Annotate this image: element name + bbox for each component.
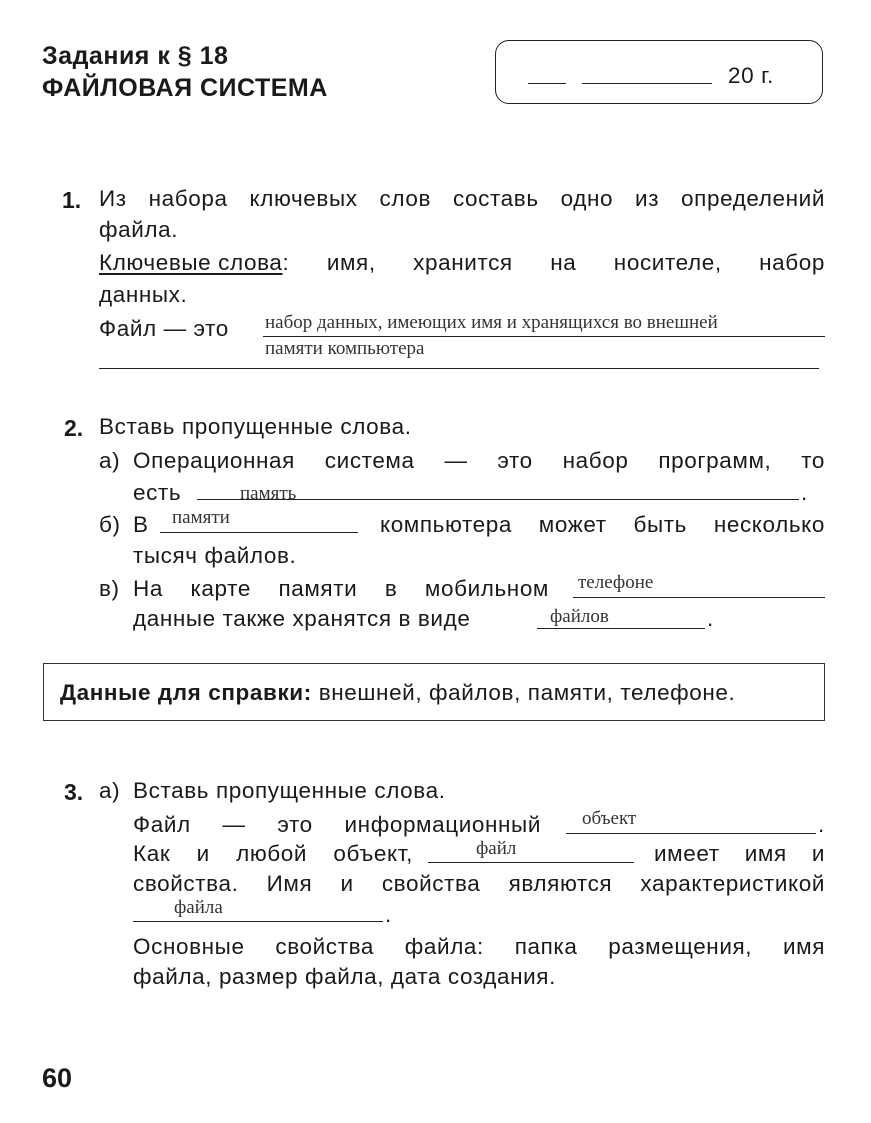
answer-3-3[interactable]: файла — [174, 897, 223, 918]
answer-3-3-underline — [133, 921, 383, 922]
answer-1-line-2[interactable]: памяти компьютера — [265, 338, 425, 359]
date-month-line[interactable] — [582, 83, 712, 84]
task-1-prompt: Из набора ключевых слов составь одно из определений — [99, 186, 825, 211]
task-3-line-4-end: . — [385, 902, 392, 927]
task-2b-label: б) — [99, 512, 121, 537]
chapter-title: ФАЙЛОВАЯ СИСТЕМА — [42, 74, 328, 102]
task-3-line-3: свойства. Имя и свойства являются характеристикой — [133, 871, 825, 896]
definition-start: Файл — это — [99, 316, 229, 341]
answer-1-line-1[interactable]: набор данных, имеющих имя и хранящихся во внешней — [265, 312, 718, 333]
task-2c-text-cont: данные также хранятся в виде — [133, 606, 471, 631]
task-2a-text-cont: есть — [133, 480, 182, 505]
answer-2a-underline — [197, 499, 799, 500]
task-3-number: 3. — [64, 779, 84, 805]
date-box — [495, 40, 823, 104]
keywords-text-cont: данных. — [99, 282, 188, 307]
answer-2c-2-underline — [537, 628, 705, 629]
task-3-line-2-end: имеет имя и — [654, 841, 825, 866]
task-3a-label: а) — [99, 778, 121, 803]
keywords-label: Ключевые слова — [99, 250, 283, 275]
task-2a-end: . — [801, 480, 808, 505]
keywords-text: : имя, хранится на носителе, набор — [282, 250, 825, 275]
task-2b-rest: компьютера может быть несколько — [380, 512, 825, 537]
task-3-line-1-end: . — [818, 812, 825, 837]
task-2c-label: в) — [99, 576, 120, 601]
answer-2a[interactable]: память — [240, 483, 297, 504]
task-1-number: 1. — [62, 187, 82, 213]
date-day-line[interactable] — [528, 83, 566, 84]
answer-1-underline-1 — [263, 336, 825, 337]
task-2-title: Вставь пропущенные слова. — [99, 414, 412, 439]
answer-2b[interactable]: памяти — [172, 507, 230, 528]
answer-3-1[interactable]: объект — [582, 808, 637, 829]
task-2b-start: В — [133, 512, 149, 537]
answer-3-2[interactable]: файл — [476, 838, 517, 859]
answer-3-1-underline — [566, 833, 816, 834]
task-3-title: Вставь пропущенные слова. — [133, 778, 446, 803]
task-2c-end: . — [707, 606, 714, 631]
reference-words: внешней, файлов, памяти, телефоне. — [318, 680, 736, 705]
answer-2c-2[interactable]: файлов — [550, 606, 609, 627]
task-2a-label: а) — [99, 448, 121, 473]
reference-content — [60, 680, 735, 706]
task-3-props-1: Основные свойства файла: папка размещения, имя — [133, 934, 825, 959]
task-3-props-2: файла, размер файла, дата создания. — [133, 964, 556, 989]
task-2-number: 2. — [64, 415, 84, 441]
task-3-line-2: Как и любой объект, — [133, 841, 413, 866]
answer-2c-1-underline — [573, 597, 825, 598]
section-title: Задания к § 18 — [42, 42, 229, 70]
answer-3-2-underline — [428, 862, 634, 863]
reference-label: Данные для справки: — [60, 680, 312, 705]
answer-2b-underline — [160, 532, 358, 533]
task-2c-text: На карте памяти в мобильном — [133, 576, 549, 601]
task-3-line-1: Файл — это информационный — [133, 812, 541, 837]
answer-1-underline-2 — [99, 368, 819, 369]
task-2a-text: Операционная система — это набор программ, то — [133, 448, 825, 473]
task-1-prompt-cont: файла. — [99, 217, 179, 242]
date-year-label: 20 г. — [728, 63, 774, 88]
page-number: 60 — [42, 1063, 73, 1093]
reference-box — [43, 663, 825, 721]
task-2b-text-cont: тысяч файлов. — [133, 543, 297, 568]
answer-2c-1[interactable]: телефоне — [578, 572, 654, 593]
task-1-keywords — [99, 250, 825, 276]
